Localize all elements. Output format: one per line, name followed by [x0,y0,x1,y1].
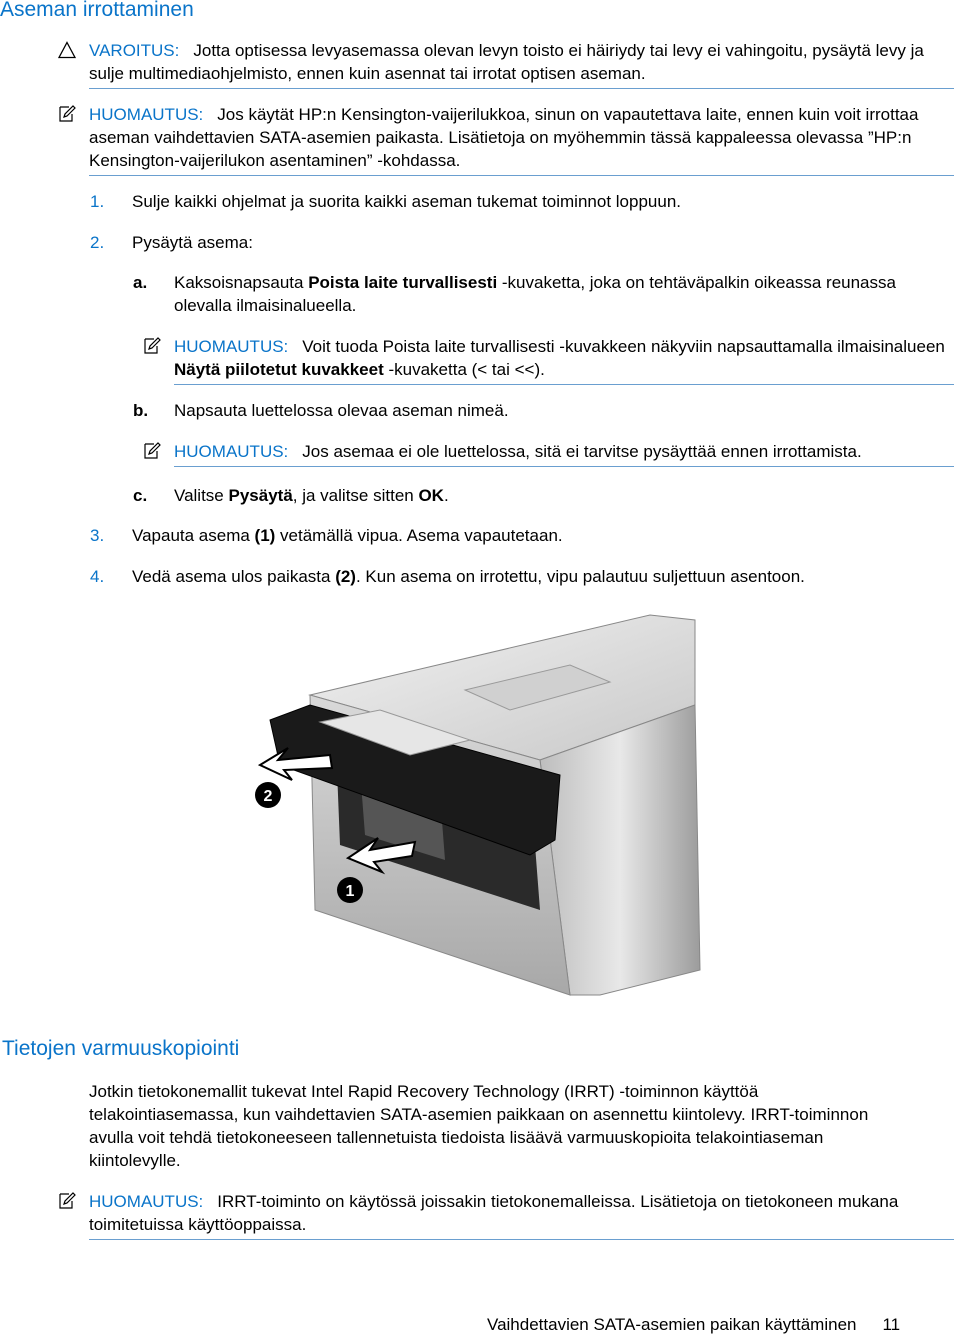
note-pencil-icon [143,337,161,355]
substep-b-letter: b. [133,401,149,420]
warning-label: VAROITUS: [89,41,180,60]
note-kensington [89,103,954,176]
step-1-text: Sulje kaikki ohjelmat ja suorita kaikki aseman tukemat toiminnot loppuun. [132,192,681,211]
substep-a-letter: a. [133,273,148,292]
substep-c-letter: c. [133,486,148,505]
note-safely-remove [174,335,954,385]
callout-1-label: 1 [345,883,355,900]
substep-b-text: Napsauta luettelossa olevaa aseman nimeä. [174,401,509,420]
note-pencil-icon [143,442,161,460]
page-footer [487,1313,900,1336]
warning-text: Jotta optisessa levyasemassa olevan levyn toisto ei häiriydy tai levy ei vahingoitu, pysäytä levy ja sulje multimediaohjelmisto, ennen kuin asennat tai irrotat optisen aseman. [89,41,924,83]
note-text: IRRT-toiminto on käytössä joissakin tietokonemalleissa. Lisätietoja on tietokoneen mukana toimitetuissa käyttöoppaissa. [89,1192,899,1234]
note-text-pre: Voit tuoda Poista laite turvallisesti -kuvakkeen näkyviin napsauttamalla ilmaisinalueen [302,337,945,356]
step-4-text: Vedä asema ulos paikasta (2). Kun asema on irrotettu, vipu palautuu suljettuun asentoon. [132,567,805,586]
warning-notice [89,39,954,89]
substep-a-text: Kaksoisnapsauta Poista laite turvallisesti -kuvaketta, joka on tehtäväpalkin oikeassa reunassa olevalla ilmaisinalueella. [174,273,896,315]
note-label: HUOMAUTUS: [89,1192,204,1211]
note-text-post: -kuvaketta (< tai <<). [383,360,545,379]
substep-c-text: Valitse Pysäytä, ja valitse sitten OK. [174,486,449,505]
footer-title: Vaihdettavien SATA-asemien paikan käyttäminen [487,1315,857,1334]
step-1-number: 1. [90,192,105,211]
note-text: Jos käytät HP:n Kensington-vaijerilukkoa, sinun on vapautettava laite, ennen kuin voit irrottaa aseman vaihdettavien SATA-asemien paikasta. Lisätietoja on myöhemmin tässä kappaleessa olevassa ”HP:n Kensington-vaijerilukon asentaminen” -kohdassa. [89,105,919,170]
callout-2-label: 2 [263,788,273,805]
section-title-backup: Tietojen varmuuskopiointi [2,1037,240,1060]
section-title-removing-drive: Aseman irrottaminen [0,0,194,21]
warning-triangle-icon [58,41,76,59]
step-2-number: 2. [90,233,105,252]
step-4-number: 4. [90,567,105,586]
note-pencil-icon [58,105,76,123]
note-not-listed [174,440,954,467]
backup-paragraph: Jotkin tietokonemallit tukevat Intel Rapid Recovery Technology (IRRT) -toiminnon käyttöä telakointiasemassa, kun vaihdettavien SATA-asemien paikkaan on asennettu kiintolevy. IRRT-toiminnon avulla voit tehdä tietokoneeseen tallennetuista tiedoista lisäävä varmuuskopioita telakointiaseman kiintolevylle. [89,1082,869,1170]
page-number: 11 [882,1315,901,1334]
note-label: HUOMAUTUS: [174,337,289,356]
drive-removal-illustration [240,610,720,1000]
note-irrt [89,1190,954,1240]
note-text-bold: Näytä piilotetut kuvakkeet [174,360,384,379]
note-label: HUOMAUTUS: [89,105,204,124]
step-3-text: Vapauta asema (1) vetämällä vipua. Asema vapautetaan. [132,526,563,545]
step-3-number: 3. [90,526,105,545]
note-text: Jos asemaa ei ole luettelossa, sitä ei tarvitse pysäyttää ennen irrottamista. [302,442,862,461]
step-2-text: Pysäytä asema: [132,233,253,252]
note-label: HUOMAUTUS: [174,442,289,461]
note-pencil-icon [58,1192,76,1210]
